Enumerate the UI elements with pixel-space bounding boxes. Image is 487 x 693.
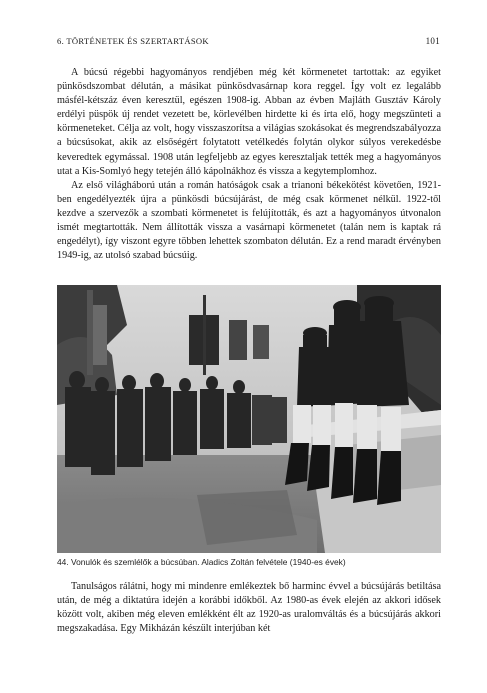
paragraph-1: A búcsú régebbi hagyományos rendjében még két körmenetet tartottak: az egyiket pünkösdszombat délután, a másikat pünkösdvasárnap kora reggel. Így volt ez legalább másfél-kétszáz éven keresztül, egészen 1908-ig. Abban az évben Majláth Gusztáv Károly erdélyi püspök új rendet vezetett be, körlevélben hirdette ki és írta elő, hogy megszünteti a körmeneteket. Célja az volt, hogy visszaszorítsa a világias szokásokat és megrendszabályozza a búcsúsokat, akik az elsőségért folytatott vetélkedés folytán olykor súlyos verekedésbe keveredtek egymással. 1908 után legfeljebb az egyes keresztaljak tették meg a hagyományos utat a Kis-Somlyó hegy tetején álló kápolnákhoz és vissza a kegytemplomhoz.	[57, 67, 441, 177]
page-number: 101	[425, 36, 440, 46]
running-header	[57, 36, 440, 46]
text-block-top	[57, 66, 441, 263]
text-block-bottom	[57, 580, 441, 636]
photo-illustration	[57, 285, 441, 553]
figure-caption: 44. Vonulók és szemlélők a búcsúban. Aladics Zoltán felvétele (1940-es évek)	[57, 557, 346, 567]
paragraph-3: Tanulságos rálátni, hogy mi mindenre emlékeztek bő harminc évvel a búcsújárás betiltása után, de még a diktatúra idején a korábbi időkből. Az 1980-as évek elején az akkori idősek között volt, akiben még eleven emlékként élt az 1920-as uralomváltás és a búcsújárás akkori megszakadása. Egy Mikházán készült interjúban két	[57, 581, 441, 635]
paragraph-2: Az első világháború után a román hatóságok csak a trianoni békekötést követően, 1921-ben engedélyezték újra a pünkösdi búcsújárást, de még csak körmenet nélkül. 1922-től kezdve a szervezők a szombati körmenetet is felújították, és azt a hagyományos útvonalon ismét megtartották. Nem állították vissza a vasárnapi körmenetet (talán nem is kaptak rá engedélyt), így viszont egyre többen lehettek szombaton délután. Ez a rend maradt érvényben 1949-ig, az utolsó szabad búcsúig.	[57, 179, 441, 262]
chapter-title: 6. TÖRTÉNETEK ÉS SZERTARTÁSOK	[57, 36, 209, 46]
procession-photo	[57, 285, 441, 553]
